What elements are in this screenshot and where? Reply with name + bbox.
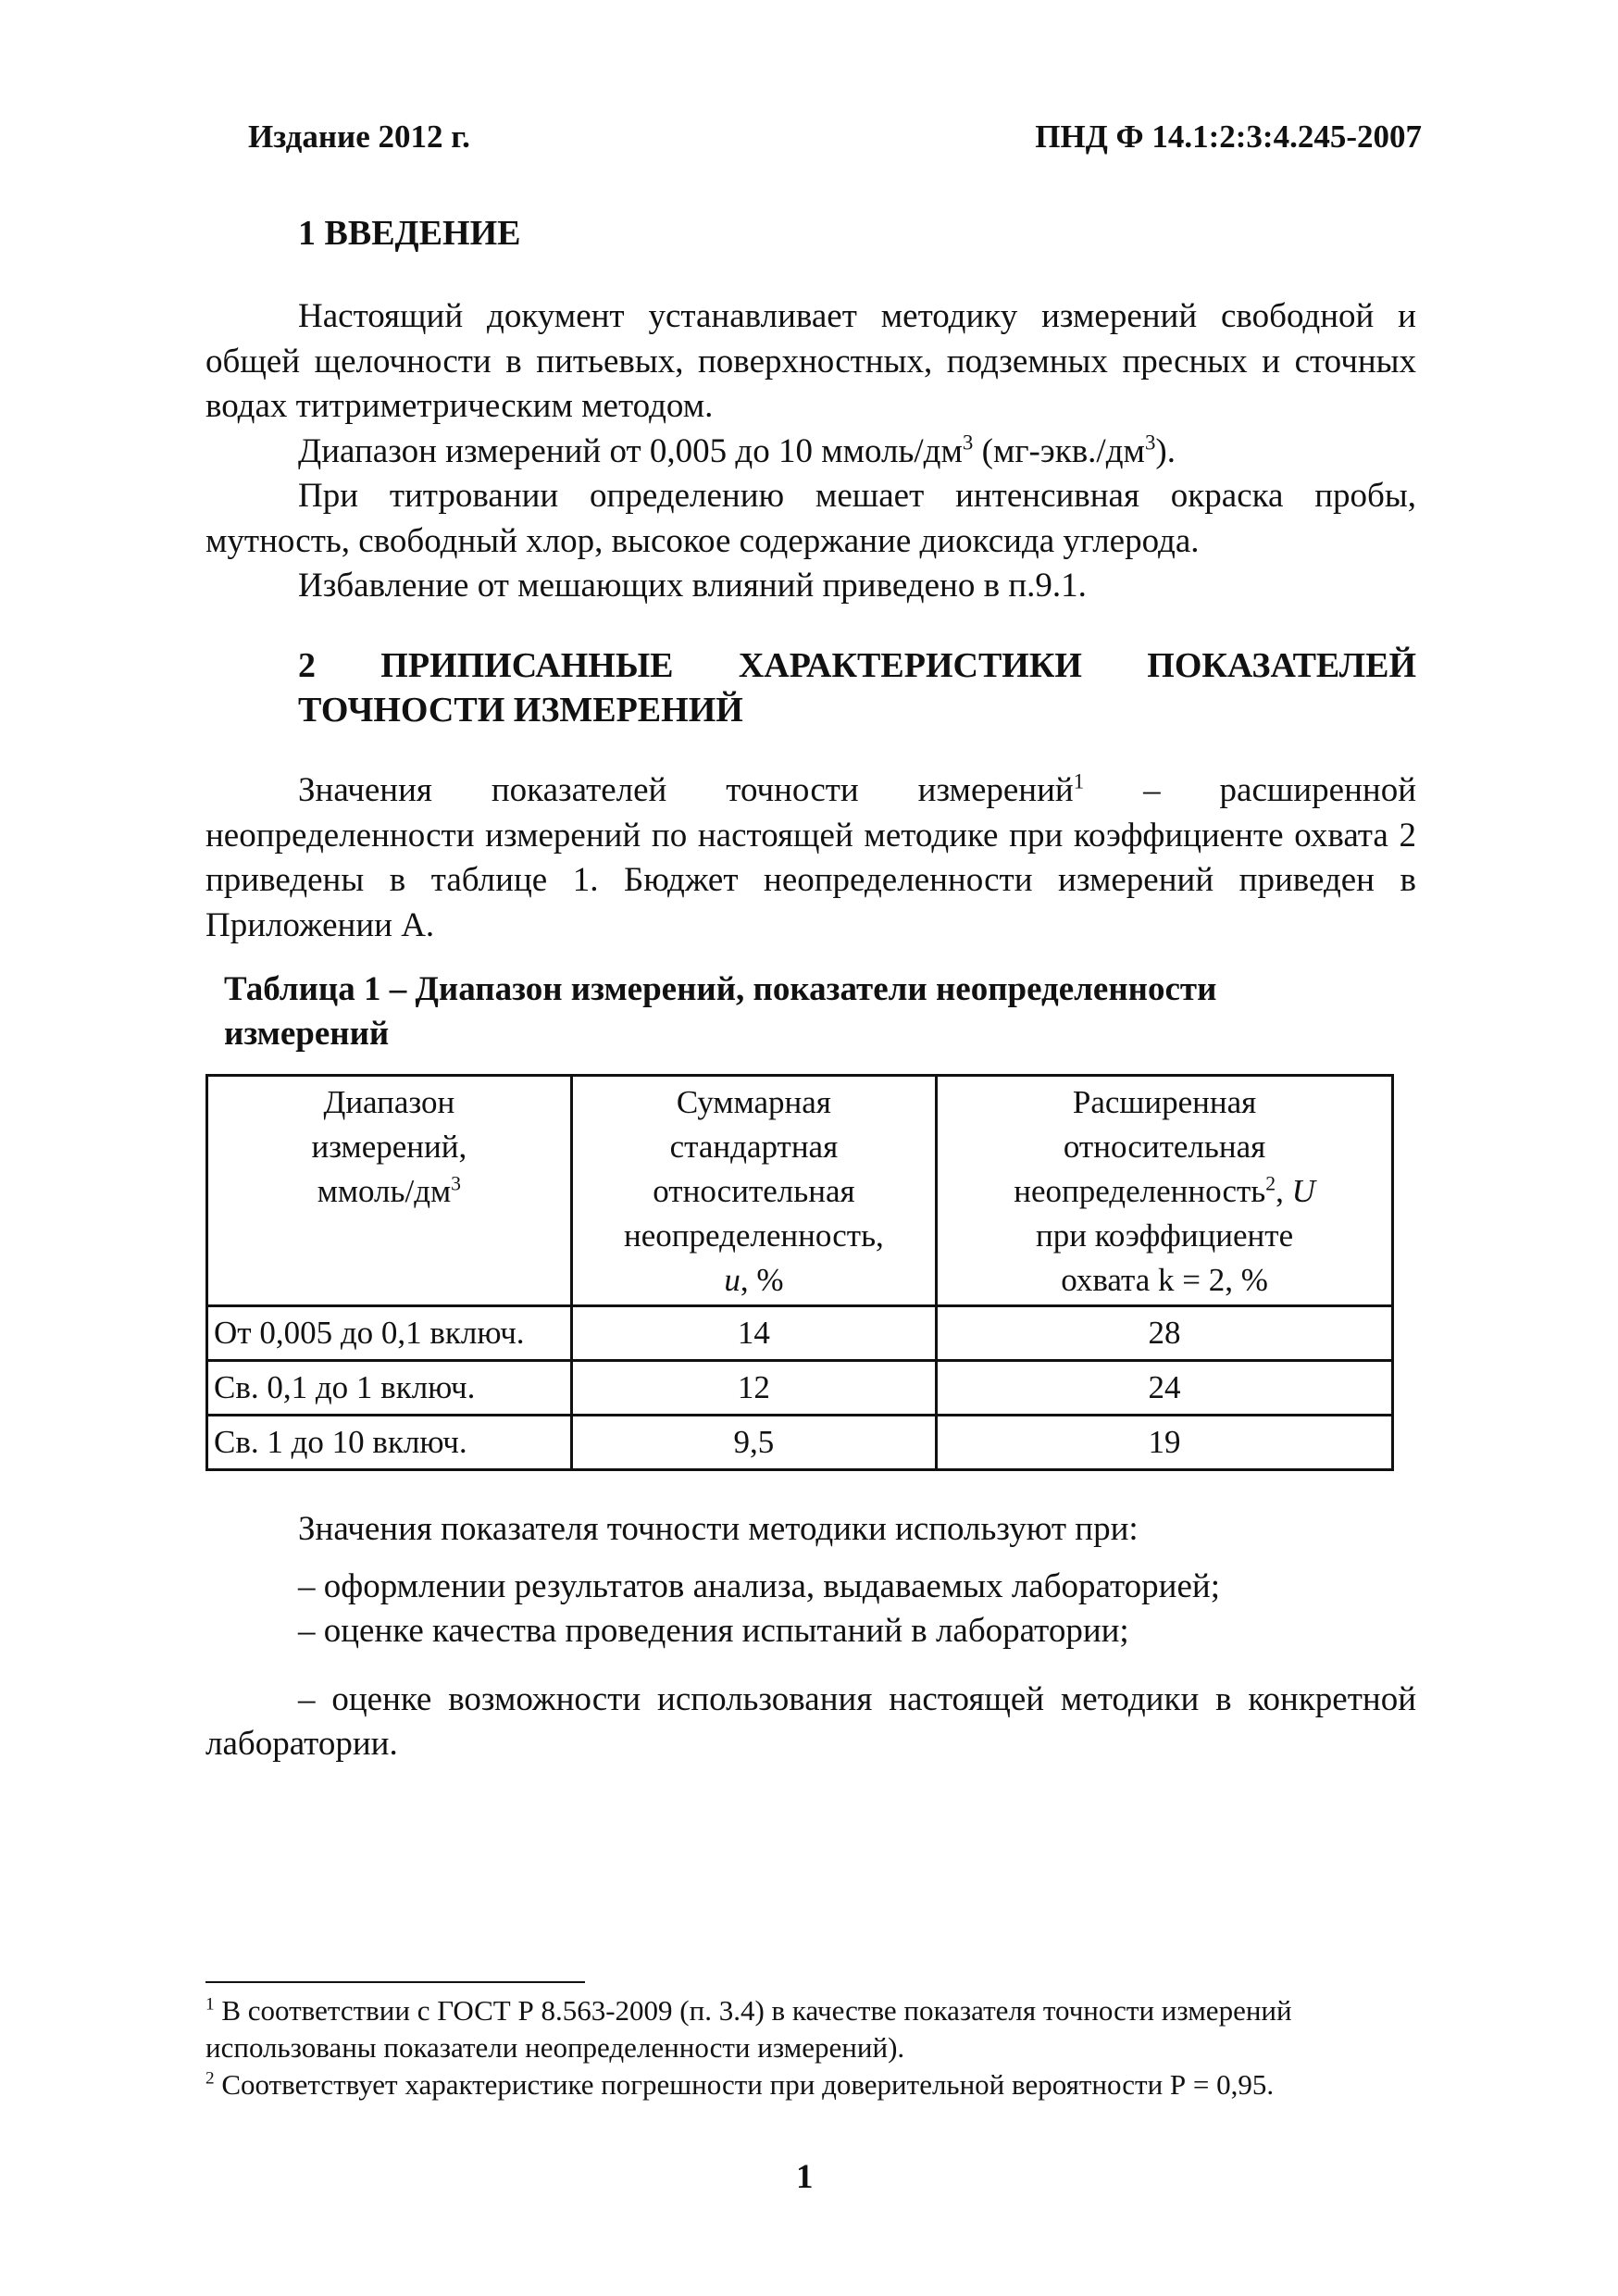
text: ). (1155, 431, 1176, 470)
symbol: u (724, 1262, 741, 1298)
text: охвата k = 2, % (1061, 1262, 1268, 1298)
table-row (207, 1361, 1393, 1416)
list-item: – оформлении результатов анализа, выдаваемых лабораторией; (298, 1567, 1220, 1605)
footnote-ref: 2 (1265, 1172, 1276, 1195)
superscript: 3 (451, 1172, 461, 1195)
text: В соответствии с ГОСТ Р 8.563-2009 (п. 3.4) в качестве показателя точности измерений использованы показатели неопределенности измерений). (205, 1994, 1292, 2064)
text: , (1276, 1173, 1292, 1209)
superscript: 3 (1144, 430, 1156, 455)
section-2-body (205, 768, 1416, 948)
list-item: – оценке возможности использования настоящей методики в конкретной лаборатории. (205, 1680, 1416, 1763)
footnote-ref: 1 (1073, 769, 1085, 793)
cell-u: 9,5 (571, 1416, 936, 1470)
paragraph-range (205, 430, 1416, 475)
text: – расширенной неопределенности измерений по настоящей методике при коэффициенте охвата 2 приведены в таблице 1. Бюджет неопределенности измерений приведен в Приложении А. (205, 771, 1416, 944)
list-item: – оценке качества проведения испытаний в лаборатории; (298, 1612, 1129, 1650)
section-1-body (205, 294, 1416, 609)
usage-list-last (205, 1678, 1416, 1766)
text: измерений, (311, 1129, 467, 1165)
footnote-2 (205, 2066, 1416, 2103)
text: стандартная (669, 1129, 839, 1165)
footnote-separator (205, 1981, 585, 1983)
usage-intro (205, 1507, 1416, 1552)
cell-u: 14 (571, 1306, 936, 1361)
caption-line: Таблица 1 – Диапазон измерений, показатели неопределенности (224, 970, 1217, 1008)
header-standard-uncertainty (571, 1076, 936, 1306)
cell-range: Св. 1 до 10 включ. (207, 1416, 572, 1470)
table-caption (224, 967, 1216, 1056)
cell-u: 12 (571, 1361, 936, 1416)
text: , % (740, 1262, 784, 1298)
text: Соответствует характеристике погрешности при доверительной вероятности Р = 0,95. (214, 2068, 1275, 2101)
cell-range: Св. 0,1 до 1 включ. (207, 1361, 572, 1416)
text: (мг-экв./дм (973, 431, 1145, 470)
text: Диапазон (323, 1084, 455, 1120)
text: неопределенность (1014, 1173, 1266, 1209)
header-expanded-uncertainty (937, 1076, 1393, 1306)
paragraph (205, 768, 1416, 948)
text: неопределенность, (624, 1217, 884, 1254)
paragraph: При титровании определению мешает интенсивная окраска пробы, мутность, свободный хлор, высокое содержание диоксида углерода. (205, 477, 1416, 560)
text-line (943, 1169, 1386, 1214)
document-code: ПНД Ф 14.1:2:3:4.245-2007 (1035, 119, 1422, 155)
footnotes (205, 1992, 1416, 2103)
caption-line: измерений (224, 1015, 390, 1053)
title-word: ПОКАЗАТЕЛЕЙ (1147, 646, 1416, 685)
symbol: U (1291, 1173, 1315, 1209)
page-number: 1 (796, 2158, 814, 2196)
cell-U: 19 (937, 1416, 1393, 1470)
section-2-title (298, 643, 1416, 732)
title-word: ПРИПИСАННЫЕ (380, 646, 674, 685)
table-row (207, 1416, 1393, 1470)
text: Суммарная (676, 1084, 831, 1120)
table-row (207, 1306, 1393, 1361)
superscript: 3 (962, 430, 974, 455)
edition-label: Издание 2012 г. (248, 119, 470, 155)
footnote-mark: 2 (205, 2068, 215, 2089)
text: ммоль/дм (317, 1173, 452, 1209)
paragraph: Настоящий документ устанавливает методику измерений свободной и общей щелочности в питьевых, поверхностных, подземных пресных и сточных водах титриметрическим методом. (205, 297, 1416, 425)
text-line (579, 1258, 929, 1303)
table-1 (205, 1074, 1394, 1471)
cell-range: От 0,005 до 0,1 включ. (207, 1306, 572, 1361)
text: при коэффициенте (1035, 1217, 1294, 1254)
footnote-1 (205, 1992, 1416, 2066)
text: Значения показателя точности методики используют при: (298, 1510, 1139, 1548)
cell-U: 28 (937, 1306, 1393, 1361)
table-header-row (207, 1076, 1393, 1306)
header-range (207, 1076, 572, 1306)
usage-list (205, 1565, 1416, 1653)
text: Значения показателей точности измерений (298, 771, 1074, 809)
footnote-mark: 1 (205, 1994, 215, 2015)
title-word: ХАРАКТЕРИСТИКИ (738, 646, 1082, 685)
section-1-title: 1 ВВЕДЕНИЕ (298, 214, 521, 253)
text: Диапазон измерений от 0,005 до 10 ммоль/дм (298, 431, 963, 470)
paragraph: Избавление от мешающих влияний приведено в п.9.1. (298, 567, 1087, 605)
text-line (214, 1169, 565, 1214)
text: относительная (1063, 1129, 1266, 1165)
cell-U: 24 (937, 1361, 1393, 1416)
title-line-2: ТОЧНОСТИ ИЗМЕРЕНИЙ (298, 691, 743, 730)
title-word: 2 (298, 646, 316, 685)
text: относительная (653, 1173, 855, 1209)
text: Расширенная (1072, 1084, 1257, 1120)
